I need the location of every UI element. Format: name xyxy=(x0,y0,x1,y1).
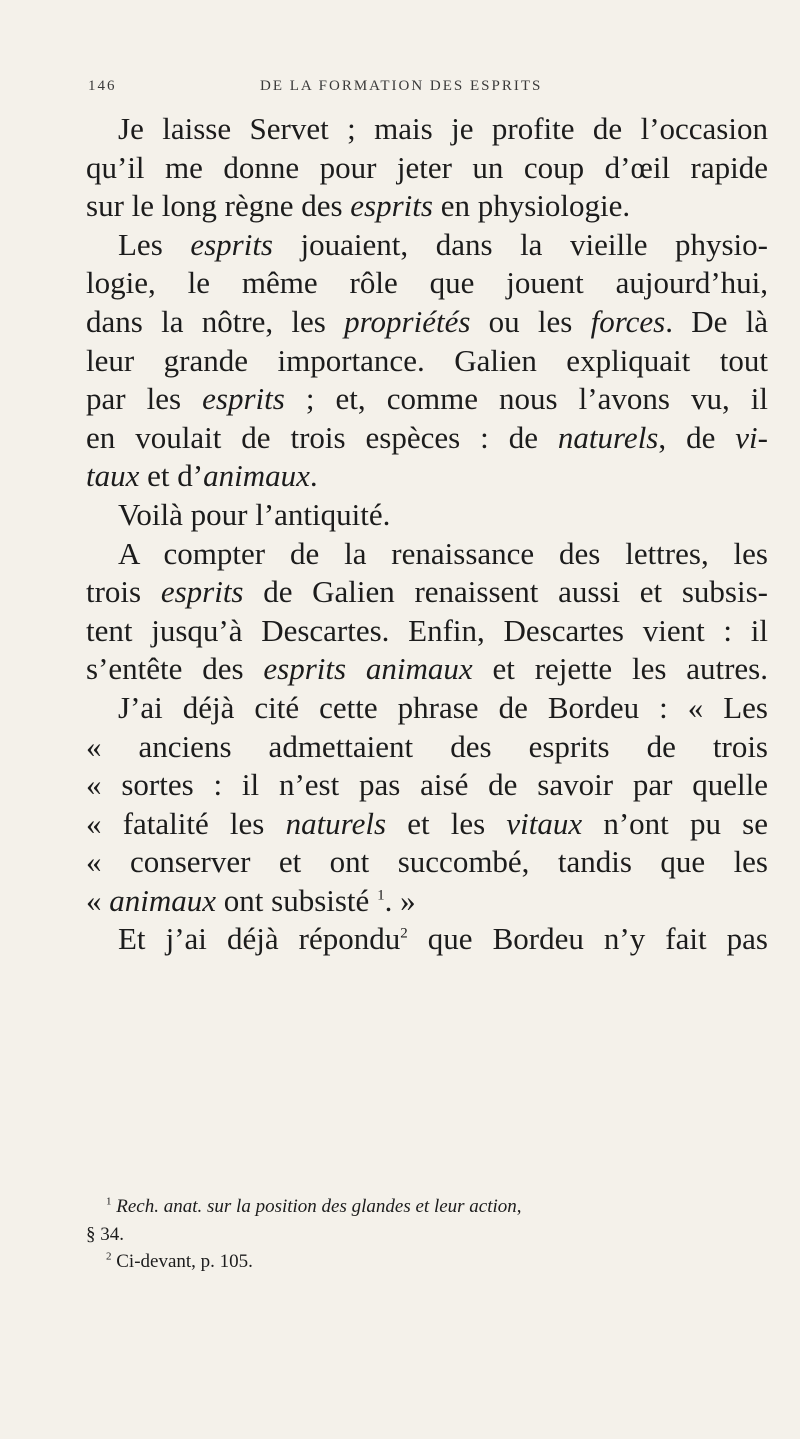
text-line: Et j’ai déjà répondu$^2$ que Bordeu n’y fait pas xyxy=(118,921,768,957)
text-line: s’entête des esprits animaux et rejette les autres. xyxy=(86,651,768,687)
body-text xyxy=(86,110,768,959)
text-line: par les esprits ; et, comme nous l’avons vu, il xyxy=(86,381,768,417)
text-line: taux et d’animaux. xyxy=(86,458,318,494)
text-line: tent jusqu’à Descartes. Enfin, Descartes vient : il xyxy=(86,612,768,648)
page-number: 146 xyxy=(88,78,117,94)
text-line: « fatalité les naturels et les vitaux n’ont pu se xyxy=(86,805,768,841)
footnote-continuation: § 34. xyxy=(86,1223,124,1245)
footnote-ref: 2 xyxy=(400,926,408,943)
running-header xyxy=(88,78,708,98)
text-line: sur le long règne des esprits en physiologie. xyxy=(86,188,631,224)
footnote-ref: 1 xyxy=(377,887,385,904)
text-line: Voilà pour l’antiquité. xyxy=(118,496,391,532)
text-line: trois esprits de Galien renaissent aussi et subsis- xyxy=(86,574,768,610)
text-line: « sortes : il n’est pas aisé de savoir par quelle xyxy=(86,767,768,803)
footnote: $^2$ Ci-devant, p. 105. xyxy=(106,1250,253,1272)
text-line: en voulait de trois espèces : de naturels, de vi- xyxy=(86,419,768,455)
text-line: « anciens admettaient des esprits de trois xyxy=(86,728,768,764)
text-line: J’ai déjà cité cette phrase de Bordeu : « Les xyxy=(118,689,768,725)
text-line: logie, le même rôle que jouent aujourd’hui, xyxy=(86,265,768,301)
text-line: Les esprits jouaient, dans la vieille physio- xyxy=(118,226,768,262)
text-line: dans la nôtre, les propriétés ou les forces. De là xyxy=(86,303,768,339)
text-line: qu’il me donne pour jeter un coup d’œil rapide xyxy=(86,149,768,185)
text-line: « animaux ont subsisté $^1$. » xyxy=(86,882,416,918)
text-line: Je laisse Servet ; mais je profite de l’occasion xyxy=(118,111,768,146)
footnote: $^1$ Rech. anat. sur la position des glandes et leur action, xyxy=(106,1195,522,1217)
running-title: DE LA FORMATION DES ESPRITS xyxy=(260,78,543,94)
footnotes xyxy=(86,1193,768,1276)
text-line: leur grande importance. Galien expliquait tout xyxy=(86,342,768,378)
text-line: A compter de la renaissance des lettres, les xyxy=(118,535,768,571)
text-line: « conserver et ont succombé, tandis que les xyxy=(86,844,768,880)
